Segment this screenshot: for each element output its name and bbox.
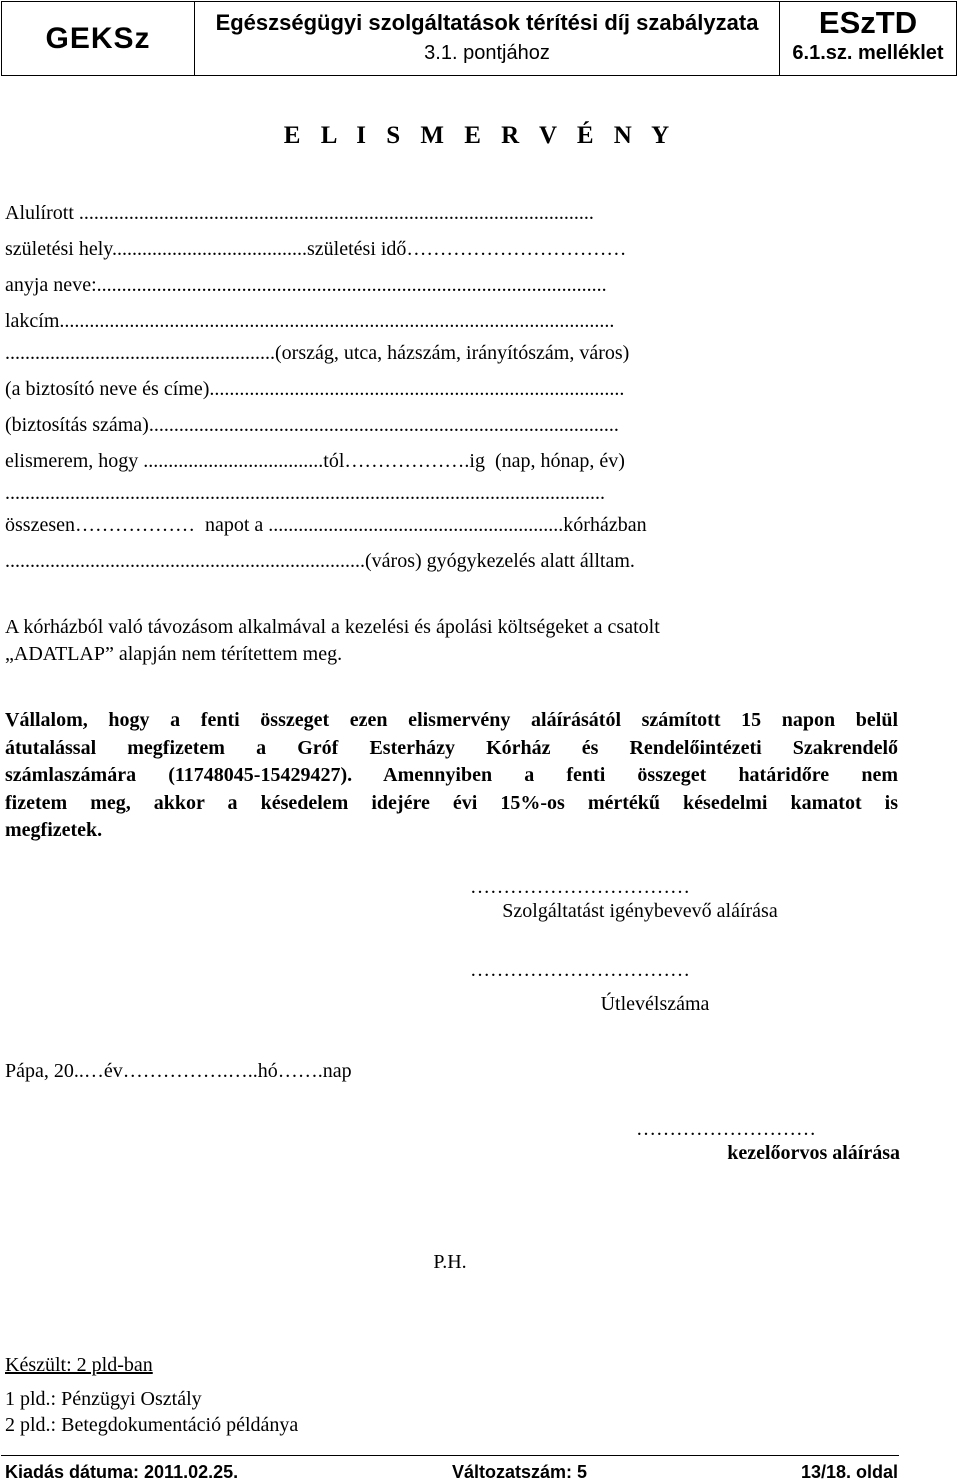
signature-label-client: Szolgáltatást igénybevevő aláírása (502, 900, 778, 922)
paragraph-line: A kórházból való távozásom alkalmával a kezelési és ápolási költségeket a csatolt (5, 616, 660, 638)
copy-item: 1 pld.: Pénzügyi Osztály (5, 1388, 202, 1410)
field-lakcim[interactable]: lakcím............................................................................................................... (5, 310, 615, 332)
field-elismerem[interactable]: elismerem, hogy ....................................tól……………….ig (nap, hónap, év) (5, 450, 625, 472)
header-title-block (195, 2, 780, 75)
paragraph-line: Vállalom, hogy a fenti összeget ezen elismervény aláírásától számított 15 napon belül (5, 709, 898, 731)
signature-dots-client[interactable]: …………………………… (470, 876, 690, 898)
copy-item: 2 pld.: Betegdokumentáció példánya (5, 1414, 299, 1436)
stamp-placeholder: P.H. (433, 1251, 467, 1273)
header-code: ESzTD (818, 5, 918, 40)
logo: GEKSz (2, 2, 195, 75)
header-subtitle: 3.1. pontjához (424, 42, 550, 64)
field-blank[interactable]: ........................................................................................................................ (5, 482, 605, 504)
field-anyja-neve[interactable]: anyja neve:...................................................................................................... (5, 274, 607, 296)
footer-divider (1, 1455, 899, 1456)
paragraph-line: fizetem meg, akkor a késedelem idejére évi 15%-os mértékű késedelmi kamatot is (5, 791, 898, 814)
copies-title: Készült: 2 pld-ban (5, 1354, 153, 1376)
field-lakcim-cont[interactable]: ......................................................(ország, utca, házszám, irányítószám, város) (5, 342, 630, 364)
field-szuletesi[interactable]: születési hely.......................................születési idő…………………………… (5, 238, 627, 260)
signature-dots-passport[interactable]: …………………………… (470, 959, 690, 981)
paragraph-vallalom (5, 707, 898, 845)
document-header (1, 1, 957, 76)
paragraph-tavozas (5, 614, 898, 668)
header-title: Egészségügyi szolgáltatások térítési díj szabályzata (215, 10, 759, 35)
place-date-field[interactable]: Pápa, 20..…év…………….…..hó…….nap (5, 1060, 352, 1082)
field-biztosito[interactable]: (a biztosító neve és címe)................................................................................... (5, 378, 625, 400)
field-osszesen[interactable]: összesen……………… napot a ...........................................................kórházban (5, 514, 647, 536)
paragraph-line: megfizetek. (5, 819, 103, 841)
header-code-block (780, 2, 956, 75)
version-number: Változatszám: 5 (452, 1462, 588, 1482)
field-varos[interactable]: ........................................................................(város) gyógykezelés alatt álltam. (5, 550, 635, 572)
field-biztositas-szama[interactable]: (biztosítás száma).............................................................................................. (5, 414, 619, 436)
field-alulirott[interactable]: Alulírott ....................................................................................................... (5, 202, 594, 224)
paragraph-line: átutalással megfizetem a Gróf Esterházy Kórház és Rendelőintézeti Szakrendelő (5, 736, 898, 759)
issue-date: Kiadás dátuma: 2011.02.25. (5, 1462, 239, 1482)
paragraph-line: „ADATLAP” alapján nem térítettem meg. (5, 643, 343, 665)
paragraph-line: számlaszámára (11748045-15429427). Amennyiben a fenti összeget határidőre nem (5, 764, 898, 786)
doctor-signature-label: kezelőorvos aláírása (727, 1142, 900, 1164)
page-number: 13/18. oldal (800, 1462, 898, 1482)
header-annex: 6.1.sz. melléklet (792, 42, 944, 64)
page-title: E L I S M E R V É N Y (283, 122, 677, 149)
passport-number-label: Útlevélszáma (600, 993, 710, 1015)
signature-dots-doctor[interactable]: ……………………… (636, 1118, 816, 1140)
